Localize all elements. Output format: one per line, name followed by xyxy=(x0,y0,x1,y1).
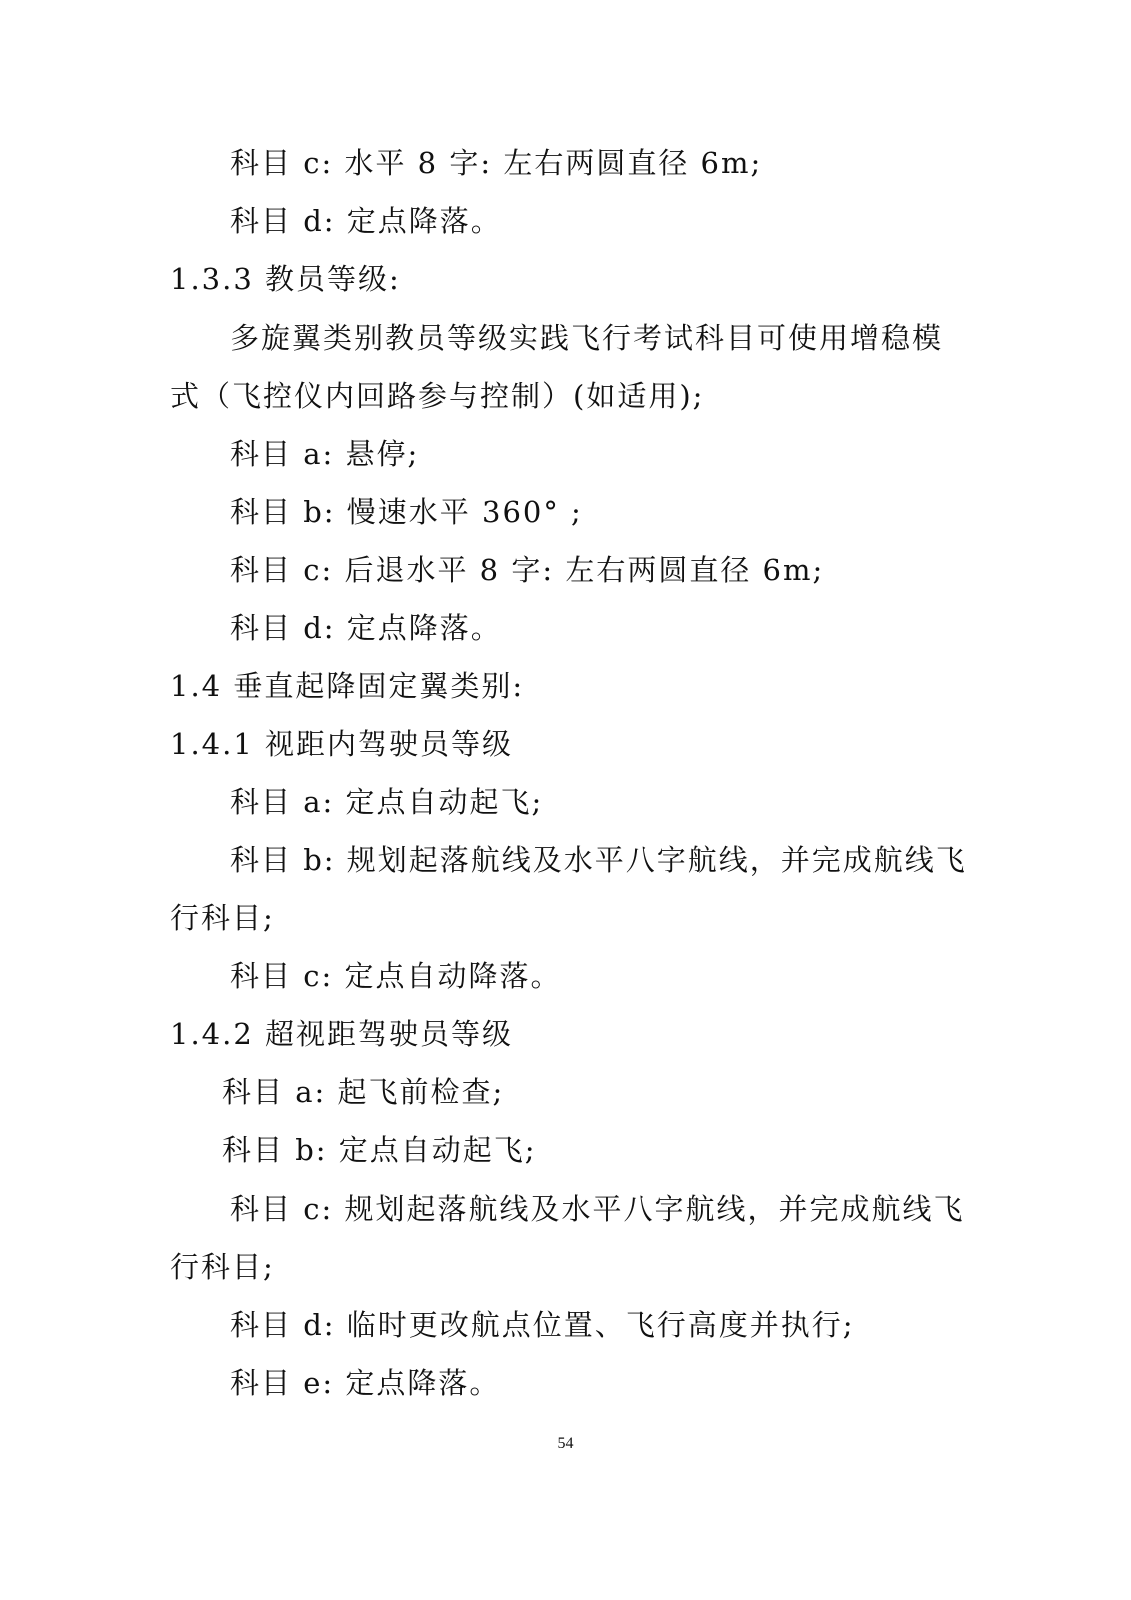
text-line: 科目 b: 规划起落航线及水平八字航线，并完成航线飞 xyxy=(230,843,967,877)
text-line: 科目 b: 慢速水平 360° ; xyxy=(230,495,583,529)
text-line: 科目 d: 定点降落。 xyxy=(230,204,502,238)
text-line: 科目 c: 规划起落航线及水平八字航线，并完成航线飞 xyxy=(230,1192,965,1226)
text-line: 行科目; xyxy=(170,901,275,935)
text-line: 科目 c: 定点自动降落。 xyxy=(230,959,562,993)
text-line: 科目 c: 水平 8 字: 左右两圆直径 6m; xyxy=(230,146,763,180)
section-heading: 1.4 垂直起降固定翼类别: xyxy=(170,669,525,703)
text-line: 科目 b: 定点自动起飞; xyxy=(222,1133,537,1167)
section-heading: 1.4.2 超视距驾驶员等级 xyxy=(170,1017,514,1051)
section-heading: 1.3.3 教员等级: xyxy=(170,262,401,296)
text-line: 式（飞控仪内回路参与控制）(如适用); xyxy=(170,379,705,413)
text-line: 科目 a: 定点自动起飞; xyxy=(230,785,544,819)
text-line: 科目 c: 后退水平 8 字: 左右两圆直径 6m; xyxy=(230,553,825,587)
text-line: 行科目; xyxy=(170,1250,275,1284)
text-line: 多旋翼类别教员等级实践飞行考试科目可使用增稳模 xyxy=(230,321,944,355)
section-heading: 1.4.1 视距内驾驶员等级 xyxy=(170,727,514,761)
text-line: 科目 d: 临时更改航点位置、飞行高度并执行; xyxy=(230,1308,855,1342)
text-line: 科目 d: 定点降落。 xyxy=(230,611,502,645)
text-line: 科目 a: 悬停; xyxy=(230,437,420,471)
page-number: 54 xyxy=(557,1435,574,1452)
text-line: 科目 a: 起飞前检查; xyxy=(222,1075,505,1109)
text-line: 科目 e: 定点降落。 xyxy=(230,1366,501,1400)
